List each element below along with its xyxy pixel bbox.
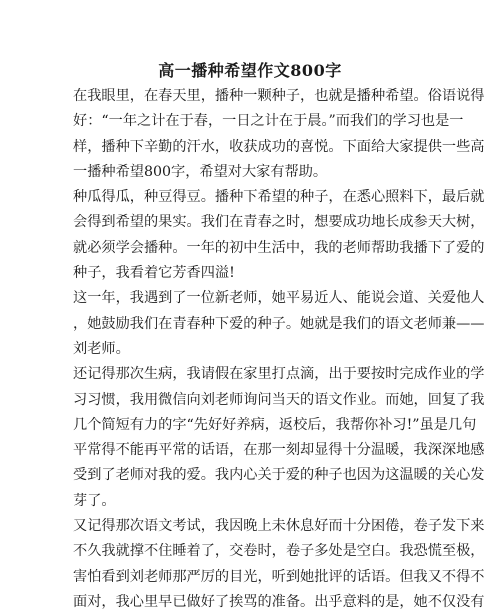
article-body <box>73 84 485 615</box>
text-line: 受到了老师对我的爱。我内心关于爱的种子也因为这温暖的关心发 <box>73 467 485 484</box>
text-line: 又记得那次语文考试，我因晚上未休息好而十分困倦，卷子发下来 <box>73 518 485 535</box>
text-line: 会得到希望的果实。我们在青春之时，想要成功地长成参天大树， <box>73 214 485 231</box>
text-line: 不久我就撑不住睡着了，交卷时，卷子多处是空白。我恐慌至极， <box>73 543 485 560</box>
text-line: 刘老师。 <box>73 340 130 357</box>
text-line: 害怕看到刘老师那严厉的目光，听到她批评的话语。但我又不得不 <box>73 568 485 585</box>
text-line: 好：“一年之计在于春，一日之计在于晨。”而我们的学习也是一 <box>73 113 464 130</box>
text-line: ，她鼓励我们在青春种下爱的种子。她就是我们的语文老师兼—— <box>73 315 485 332</box>
text-line: 这一年，我遇到了一位新老师，她平易近人、能说会道、关爱他人 <box>73 290 485 307</box>
text-line: 种瓜得瓜，种豆得豆。播种下希望的种子，在悉心照料下，最后就 <box>73 189 485 206</box>
text-line: 就必须学会播种。一年的初中生活中，我的老师帮助我播下了爱的 <box>73 239 485 256</box>
text-line: 种子，我看着它芳香四溢! <box>73 265 235 282</box>
text-line: 几个简短有力的字“先好好养病，返校后，我帮你补习!”虽是几句 <box>73 416 477 433</box>
text-line: 面对，我心里早已做好了挨骂的准备。出乎意料的是，她不仅没有 <box>73 593 485 610</box>
text-line: 样，播种下辛勤的汗水，收获成功的喜悦。下面给大家提供一些高 <box>73 138 485 155</box>
text-line: 一播种希望800字，希望对大家有帮助。 <box>73 163 328 180</box>
text-line: 芽了。 <box>73 492 116 509</box>
article-title: 高一播种希望作文800字 <box>158 61 342 80</box>
text-line: 平常得不能再平常的话语，在那一刻却显得十分温暖，我深深地感 <box>73 442 485 459</box>
text-line: 习习惯，我用微信向刘老师询问当天的语文作业。而她，回复了我 <box>73 391 485 408</box>
text-line: 在我眼里，在春天里，播种一颗种子，也就是播种希望。俗语说得 <box>73 88 485 104</box>
text-line: 还记得那次生病，我请假在家里打点滴，出于要按时完成作业的学 <box>73 366 485 383</box>
